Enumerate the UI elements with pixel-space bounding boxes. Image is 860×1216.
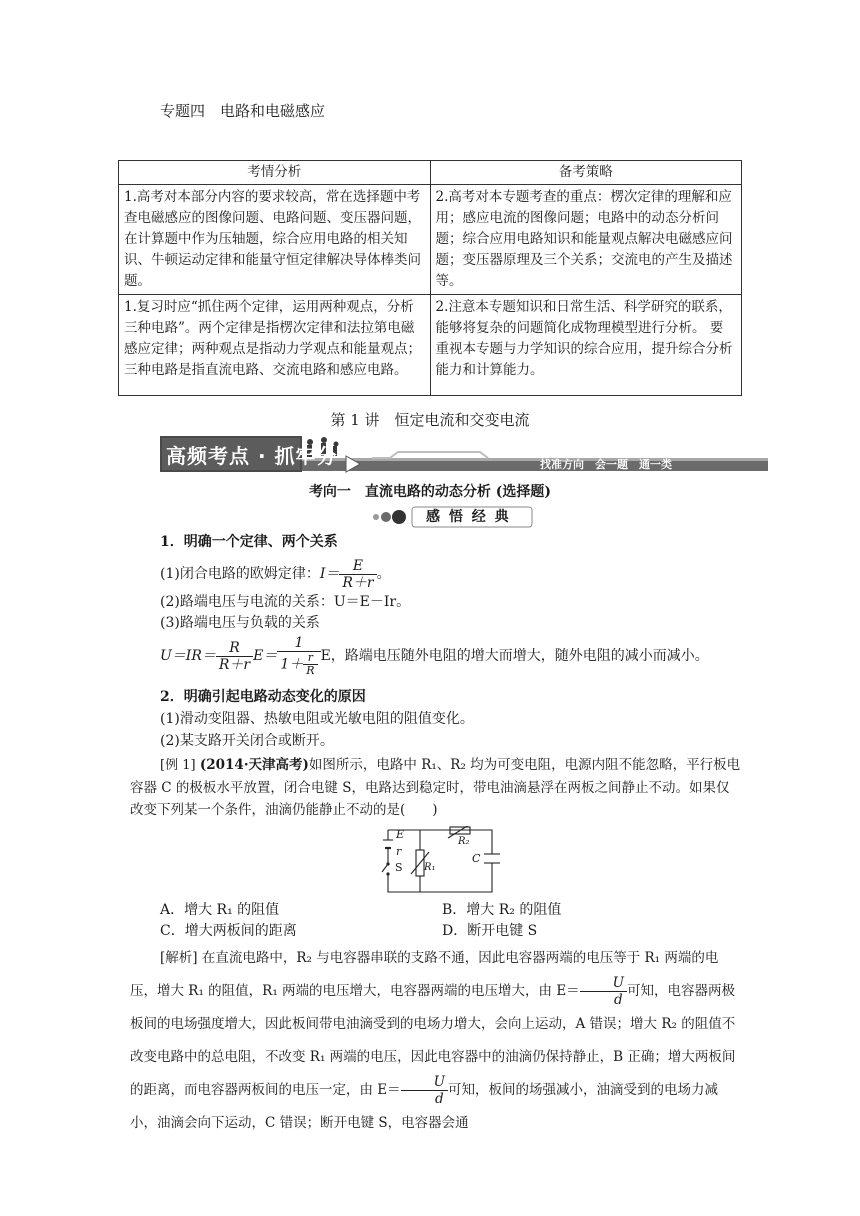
example-1-text <box>130 754 742 821</box>
option-b: B．增大 R₂ 的阻值 <box>442 902 562 918</box>
ohm-law-lhs: I＝ <box>319 566 340 582</box>
fraction-denominator: d <box>435 1091 444 1107</box>
fraction-numerator: E <box>339 558 376 575</box>
ganwu-label-block <box>368 504 538 530</box>
voltage-formula-line <box>160 630 709 682</box>
option-d: D．断开电键 S <box>442 923 538 939</box>
option-a: A．增大 R₁ 的阻值 <box>160 902 280 918</box>
table-row <box>119 185 742 295</box>
fraction-numerator: r <box>303 652 317 665</box>
fraction-denominator: R＋r <box>342 574 374 591</box>
section-heading: 1．明确一个定律、两个关系 <box>160 534 338 550</box>
ohm-law-line <box>160 556 391 592</box>
fraction-numerator: 1 <box>277 635 320 652</box>
table-cell: 1.高考对本部分内容的要求较高，常在选择题中考查电磁感应的图像问题、电路问题、变压器问题，在计算题中作为压轴题，综合应用电路的相关知识、牛顿运动定律和能量守恒定律解决导体棒类问题。 <box>119 185 431 295</box>
analysis-part-2: 可知，电容器两极板间的电场强度增大，因此板间带电油滴受到的电场力增大，会向上运动，A 错误；增大 R₂ 的阻值不改变电路中的总电阻，不改变 R₁ 两端的电压，因此电容器中的油滴仍保持静止，B 正确；增大两板间的距离，而电容器两板间的电压一定，由 E＝ <box>130 983 736 1098</box>
formula-mid: E＝ <box>253 648 278 664</box>
cause-item: (1)滑动变阻器、热敏电阻或光敏电阻的阻值变化。 <box>160 711 474 727</box>
table-header-row <box>119 161 742 185</box>
label-s: S <box>395 861 403 874</box>
table-cell: 2.高考对本专题考查的重点：楞次定律的理解和应用；感应电流的图像问题；电路中的动态分析问题；综合应用电路知识和能量观点解决电磁感应问题；变压器原理及三个关系；交流电的产生及描述等。 <box>430 185 742 295</box>
label-c: C <box>472 852 481 865</box>
example-source: (2014·天津高考) <box>199 757 309 773</box>
ohm-law-end: 。 <box>376 566 391 582</box>
example-tag: [例 1] <box>160 758 196 773</box>
label-r: r <box>396 845 402 858</box>
formula-fraction-1 <box>216 640 253 673</box>
analysis-tag: [解析] <box>160 950 198 966</box>
analysis-part-3: 可知，板间的场强减小，油滴受到的电场力减小，油滴会向下运动，C 错误；断开电键 S，电容器会通 <box>130 1082 719 1131</box>
table-cell: 2.注意本专题知识和日常生活、科学研究的联系，能够将复杂的问题简化成物理模型进行分析。 要重视本专题与力学知识的综合应用，提升综合分析能力和计算能力。 <box>430 295 742 396</box>
fraction-numerator: U <box>580 975 627 992</box>
formula-lhs: U＝IR＝ <box>160 648 216 664</box>
direction-title: 考向一 直流电路的动态分析 (选择题) <box>308 484 552 500</box>
denominator-prefix: 1＋ <box>280 656 304 673</box>
e-over-d-fraction <box>580 975 627 1008</box>
banner-main-text: 高频考点 · 抓牢分 <box>166 444 338 468</box>
fraction-numerator: R <box>216 640 253 657</box>
terminal-voltage-current: (2)路端电压与电流的关系：U＝E－Ir。 <box>160 594 411 610</box>
e-over-d-fraction <box>401 1074 448 1107</box>
table-row <box>119 295 742 396</box>
ganwu-label: 感 悟 经 典 <box>426 509 511 525</box>
analysis-part-1: 在直流电路中，R₂ 与电容器串联的支路不通，因此电容器两端的电压等于 R₁ 两端的电压，增大 R₁ 的阻值，R₁ 两端的电压增大，电容器两端的电压增大，由 E＝ <box>130 950 719 999</box>
banner-slogan: 找准方向 会一题 通一类 <box>540 458 672 471</box>
circuit-diagram <box>378 826 510 896</box>
option-c: C．增大两板间的距离 <box>160 923 297 939</box>
nested-fraction <box>303 652 317 677</box>
table-header: 考情分析 <box>119 161 431 185</box>
section-heading: 2．明确引起电路动态变化的原因 <box>160 689 366 705</box>
fraction-numerator: U <box>401 1074 448 1091</box>
label-r2: R₂ <box>458 836 470 847</box>
fraction-denominator <box>277 652 320 677</box>
fraction-denominator: R <box>306 664 315 677</box>
example-body: 如图所示，电路中 R₁、R₂ 均为可变电阻，电源内阻不能忽略，平行板电容器 C 的极板水平放置，闭合电键 S，电路达到稳定时，带电油滴悬浮在两板之间静止不动。如果仅改变下列某一个条件，油滴仍能静止不动的是( ) <box>130 757 741 818</box>
table-header: 备考策略 <box>430 161 742 185</box>
analysis-text <box>130 942 742 1140</box>
section-banner <box>160 432 768 478</box>
exam-strategy-table <box>118 160 742 396</box>
formula-tail: E，路端电压随外电阻的增大而增大，随外电阻的减小而减小。 <box>320 648 709 664</box>
label-r1: R₁ <box>424 862 436 873</box>
fraction-denominator: R＋r <box>218 656 251 673</box>
chapter-title: 专题四 电路和电磁感应 <box>160 102 326 120</box>
lecture-title: 第 1 讲 恒定电流和交变电流 <box>330 411 530 429</box>
terminal-voltage-load: (3)路端电压与负载的关系 <box>160 615 320 631</box>
formula-fraction-2 <box>277 635 320 677</box>
ohm-law-prefix: (1)闭合电路的欧姆定律： <box>160 566 320 582</box>
fraction-denominator: d <box>614 992 623 1008</box>
cause-item: (2)某支路开关闭合或断开。 <box>160 733 334 749</box>
label-e: E <box>396 828 405 841</box>
table-cell: 1.复习时应“抓住两个定律，运用两种观点，分析三种电路”。两个定律是指楞次定律和法拉第电磁感应定律；两种观点是指动力学观点和能量观点；三种电路是指直流电路、交流电路和感应电路。 <box>119 295 431 396</box>
ohm-law-fraction <box>339 558 376 591</box>
